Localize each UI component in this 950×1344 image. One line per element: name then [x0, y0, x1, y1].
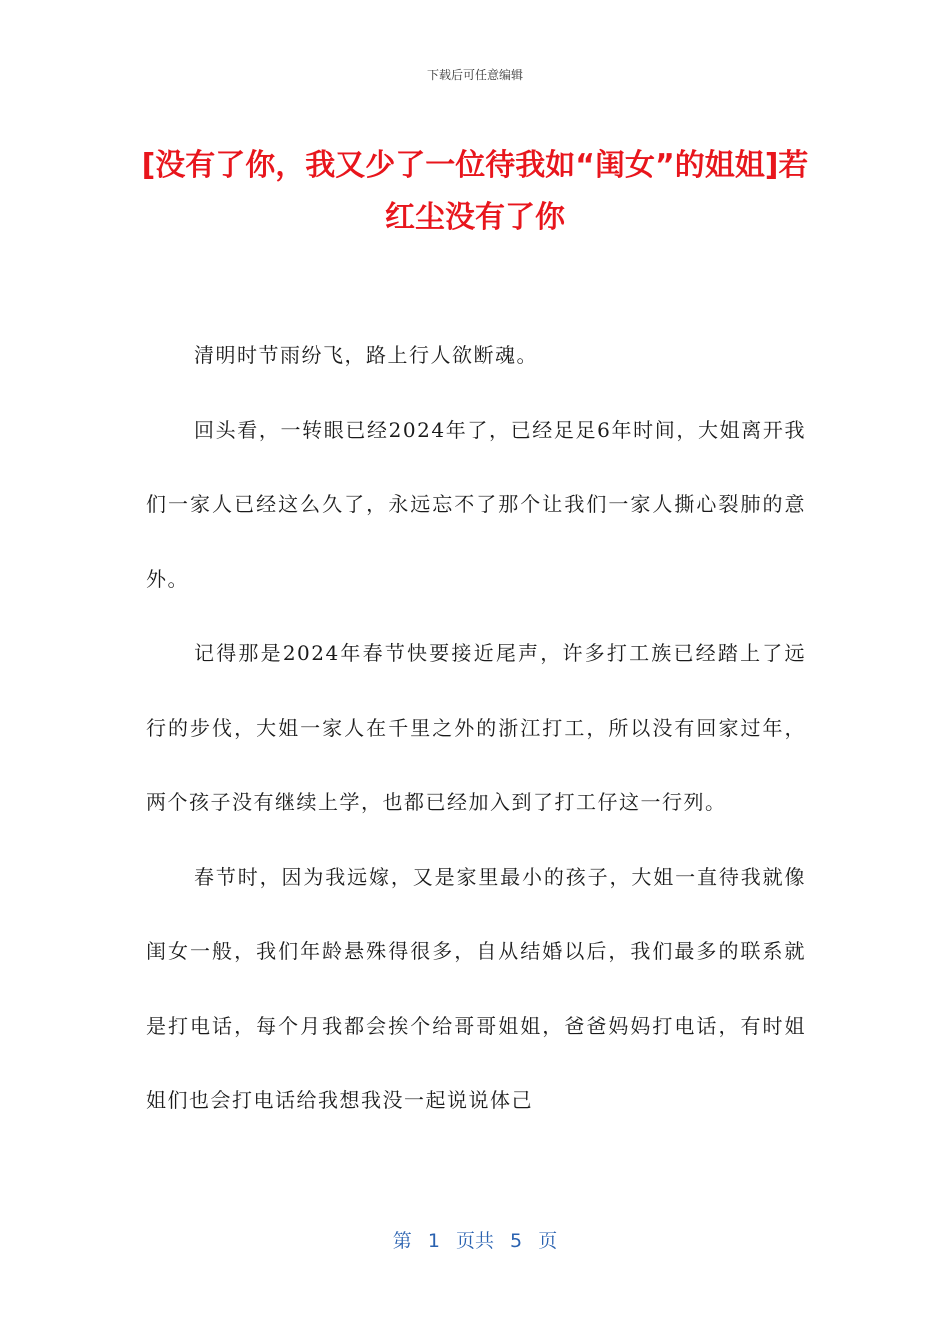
- footer-current-page: 1: [427, 1230, 440, 1252]
- footer-total-pages: 5: [510, 1230, 523, 1252]
- footer-prefix: 第: [392, 1230, 412, 1252]
- document-body: [146, 318, 806, 1138]
- paragraph-4: 春节时，因为我远嫁，又是家里最小的孩子，大姐一直待我就像闺女一般，我们年龄悬殊得很多，自从结婚以后，我们最多的联系就是打电话，每个月我都会挨个给哥哥姐姐，爸爸妈妈打电话，有时姐姐们也会打电话给我想我没一起说说体己: [146, 864, 806, 1112]
- header-note: 下载后可任意编辑: [426, 68, 523, 82]
- document-title: [没有了你，我又少了一位待我如“闺女”的姐姐]若红尘没有了你: [141, 148, 809, 235]
- paragraph-3: 记得那是2024年春节快要接近尾声，许多打工族已经踏上了远行的步伐，大姐一家人在千里之外的浙江打工，所以没有回家过年，两个孩子没有继续上学，也都已经加入到了打工仔这一行列。: [146, 641, 806, 814]
- paragraph-1: 清明时节雨纷飞，路上行人欲断魂。: [194, 343, 538, 367]
- footer-suffix: 页: [538, 1230, 558, 1252]
- page-footer: [0, 1226, 950, 1253]
- paragraph-2: 回头看，一转眼已经2024年了，已经足足6年时间，大姐离开我们一家人已经这么久了，永远忘不了那个让我们一家人撕心裂肺的意外。: [146, 417, 806, 591]
- footer-mid: 页共: [455, 1230, 494, 1252]
